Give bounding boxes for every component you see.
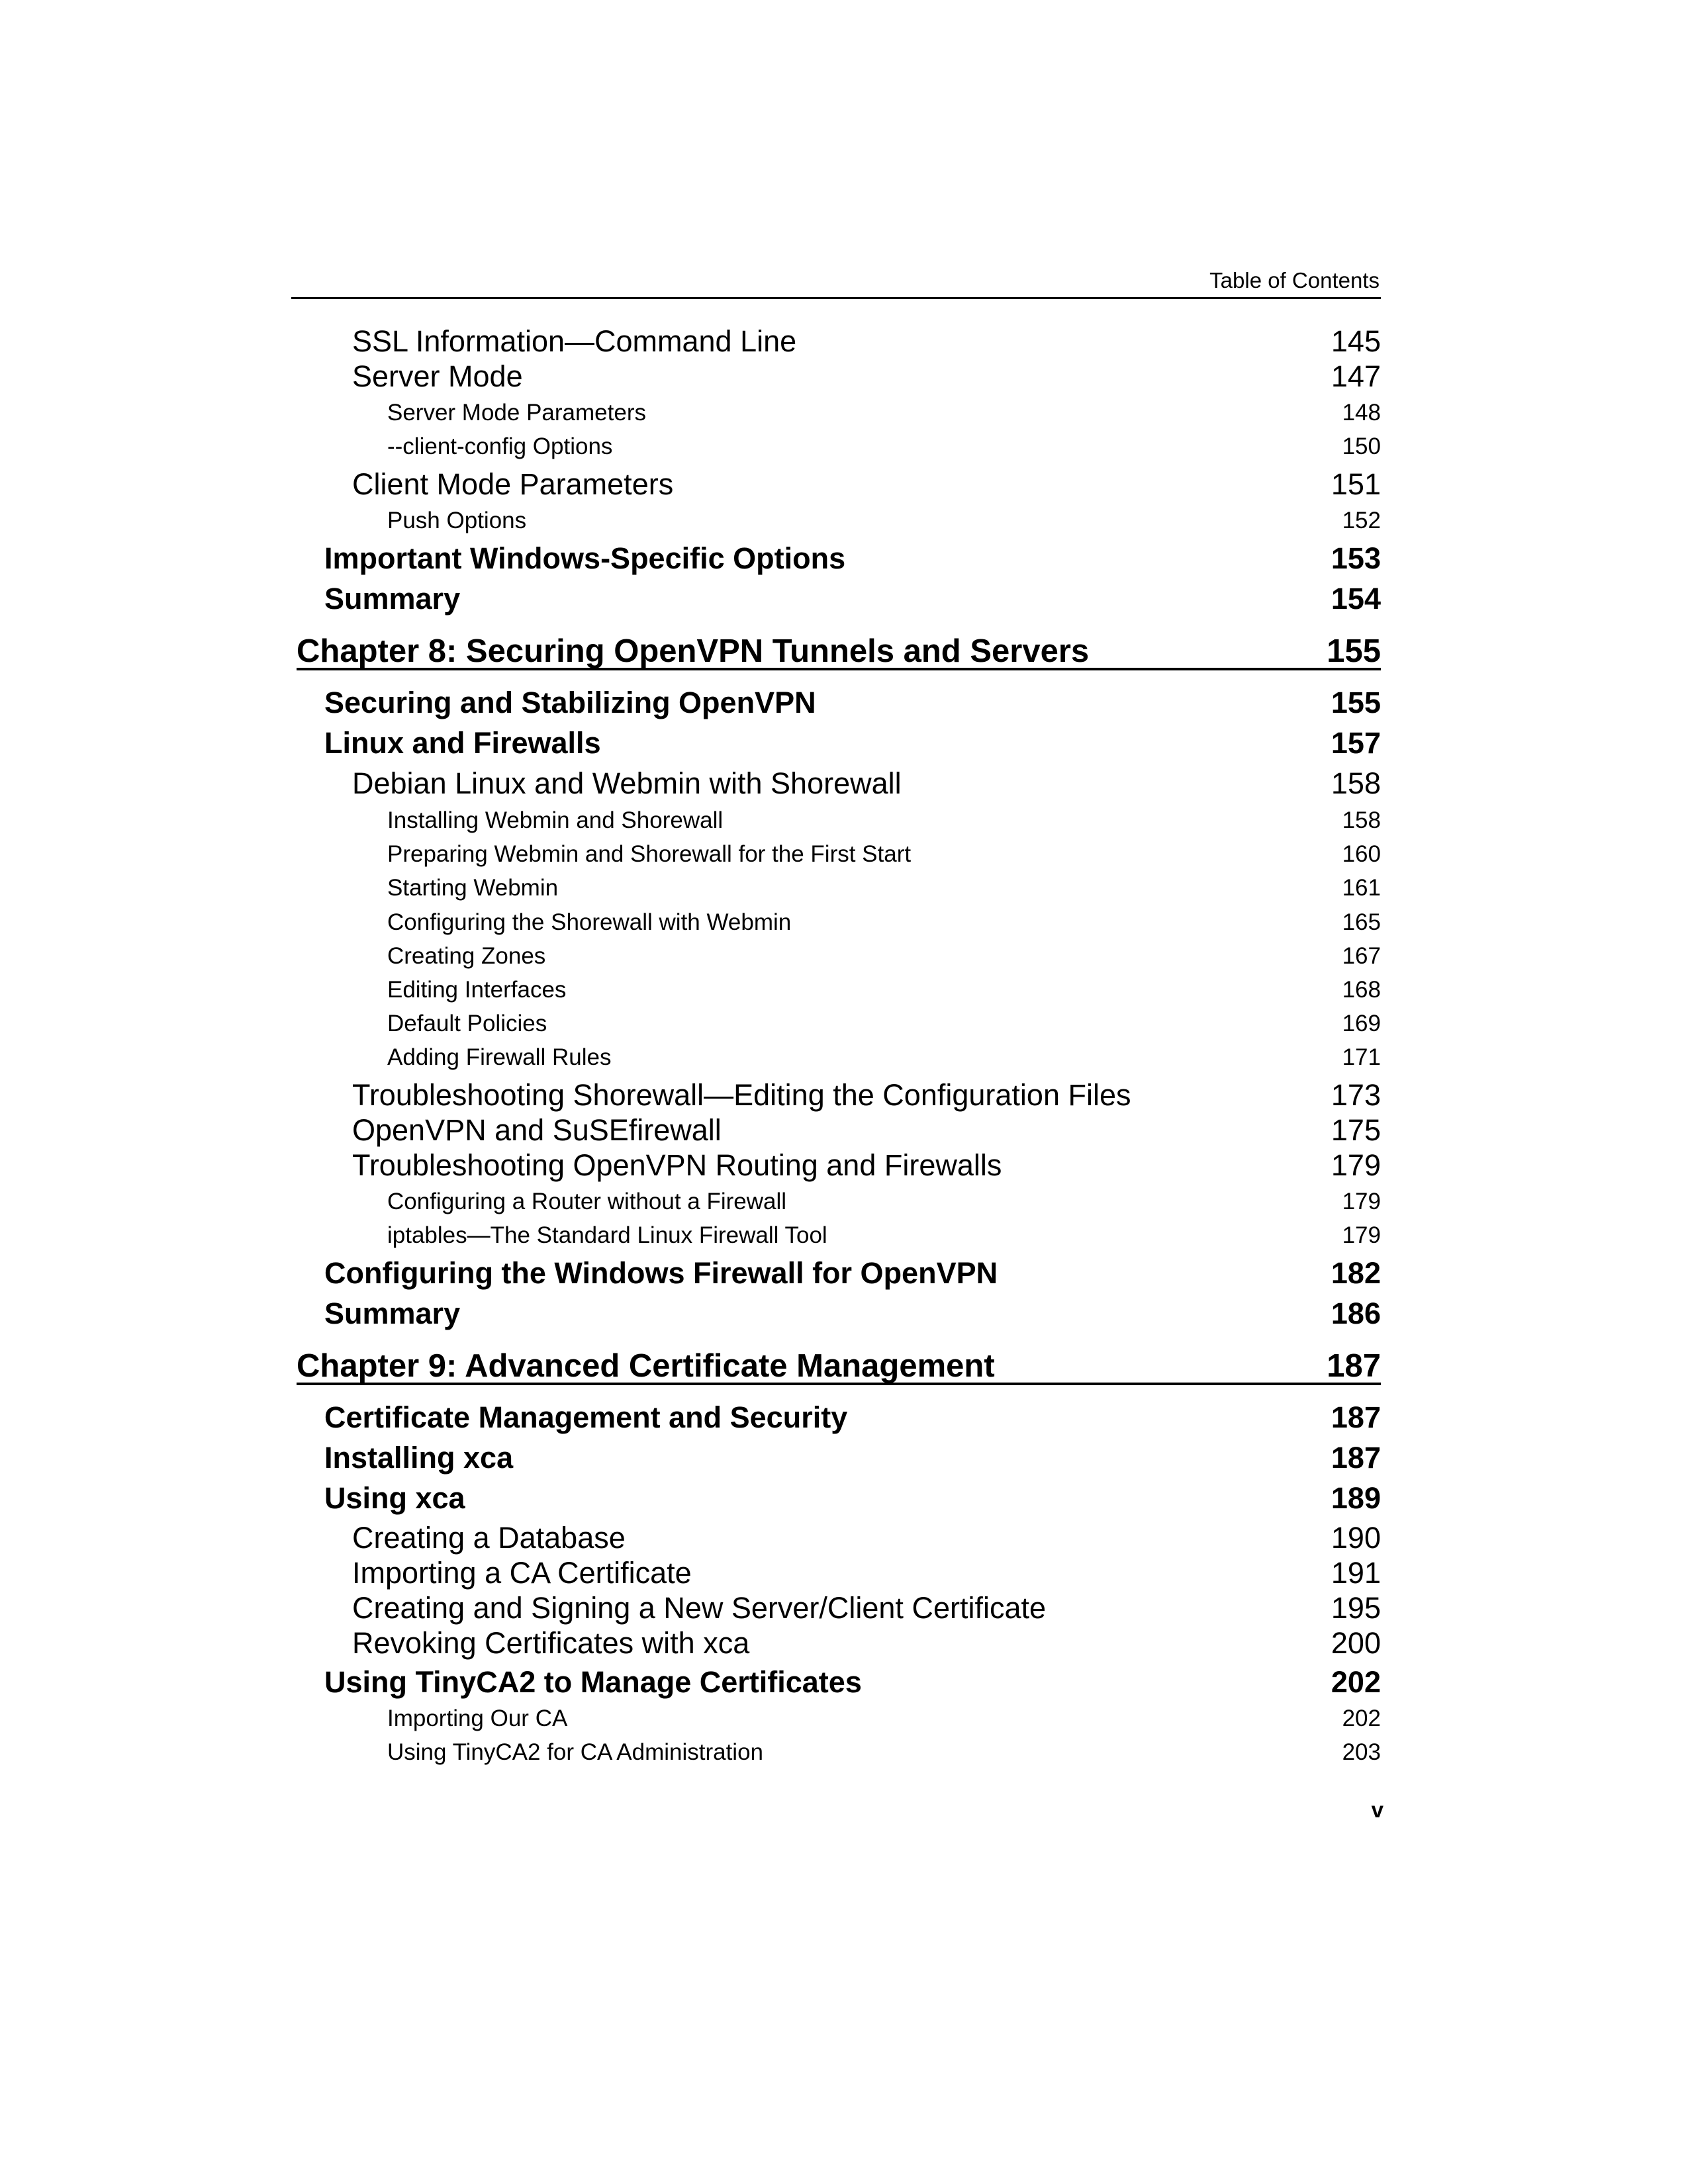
entry-page: 158: [1342, 807, 1381, 833]
entry-page: 160: [1342, 841, 1381, 867]
entry-title: iptables—The Standard Linux Firewall Tool: [387, 1222, 827, 1248]
entry-title: Default Policies: [387, 1011, 547, 1036]
entry-page: 200: [1331, 1626, 1381, 1660]
entry-title: Server Mode Parameters: [387, 400, 646, 426]
entry-page: 158: [1331, 766, 1381, 800]
entry-title: Creating a Database: [352, 1521, 626, 1555]
entry-title: Summary: [324, 1297, 461, 1330]
entry-page: 157: [1331, 726, 1381, 760]
entry-title: OpenVPN and SuSEfirewall: [352, 1113, 722, 1147]
entry-title: Server Mode: [352, 359, 523, 393]
entry-title: Linux and Firewalls: [324, 726, 601, 760]
entry-page: 187: [1331, 1441, 1381, 1475]
entry-page: 151: [1331, 467, 1381, 501]
entry-title: Configuring a Router without a Firewall: [387, 1189, 787, 1214]
entry-title: Certificate Management and Security: [324, 1400, 848, 1434]
entry-title: Push Options: [387, 508, 527, 533]
entry-title: Troubleshooting Shorewall—Editing the Configuration Files: [352, 1078, 1131, 1112]
chapter-rule: [297, 668, 1381, 670]
entry-title: Installing xca: [324, 1441, 514, 1475]
entry-page: 187: [1331, 1400, 1381, 1434]
entry-page: 154: [1331, 582, 1381, 615]
entry-page: 190: [1331, 1521, 1381, 1555]
entry-title: Using TinyCA2 for CA Administration: [387, 1739, 764, 1765]
chapter-title: Chapter 8: Securing OpenVPN Tunnels and Servers: [297, 633, 1090, 669]
entry-page: 195: [1331, 1591, 1381, 1625]
entry-title: Importing a CA Certificate: [352, 1556, 692, 1590]
entry-title: Summary: [324, 582, 461, 615]
entry-page: 173: [1331, 1078, 1381, 1112]
entry-title: Editing Interfaces: [387, 977, 567, 1003]
entry-title: Adding Firewall Rules: [387, 1044, 612, 1070]
entry-page: 171: [1342, 1044, 1381, 1070]
entry-page: 202: [1342, 1706, 1381, 1731]
entry-page: 153: [1331, 541, 1381, 575]
entry-page: 168: [1342, 977, 1381, 1003]
entry-page: 150: [1342, 433, 1381, 459]
chapter-page: 155: [1327, 633, 1381, 669]
entry-page: 167: [1342, 943, 1381, 969]
entry-page: 189: [1331, 1481, 1381, 1515]
entry-page: 186: [1331, 1297, 1381, 1330]
entry-page: 179: [1331, 1148, 1381, 1182]
entry-page: 147: [1331, 359, 1381, 393]
entry-title: Importing Our CA: [387, 1706, 568, 1731]
entry-page: 152: [1342, 508, 1381, 533]
entry-title: Client Mode Parameters: [352, 467, 674, 501]
entry-title: Troubleshooting OpenVPN Routing and Firewalls: [352, 1148, 1002, 1182]
entry-title: Revoking Certificates with xca: [352, 1626, 750, 1660]
entry-page: 182: [1331, 1256, 1381, 1290]
entry-title: Starting Webmin: [387, 875, 559, 901]
entry-title: Debian Linux and Webmin with Shorewall: [352, 766, 902, 800]
entry-title: Creating and Signing a New Server/Client Certificate: [352, 1591, 1047, 1625]
entry-page: 203: [1342, 1739, 1381, 1765]
entry-page: 179: [1342, 1189, 1381, 1214]
entry-title: Installing Webmin and Shorewall: [387, 807, 724, 833]
entry-title: Using xca: [324, 1481, 465, 1515]
entry-title: Configuring the Windows Firewall for OpenVPN: [324, 1256, 998, 1290]
entry-page: 175: [1331, 1113, 1381, 1147]
entry-page: 148: [1342, 400, 1381, 426]
entry-page: 165: [1342, 909, 1381, 935]
entry-page: 179: [1342, 1222, 1381, 1248]
chapter-rule: [297, 1383, 1381, 1385]
entry-page: 191: [1331, 1556, 1381, 1590]
entry-page: 161: [1342, 875, 1381, 901]
running-header: Table of Contents: [1209, 268, 1380, 293]
entry-page: 155: [1331, 686, 1381, 719]
entry-title: Securing and Stabilizing OpenVPN: [324, 686, 816, 719]
entry-page: 202: [1331, 1665, 1381, 1699]
entry-title: Important Windows-Specific Options: [324, 541, 846, 575]
entry-title: SSL Information—Command Line: [352, 324, 797, 358]
header-rule: [291, 297, 1381, 299]
page-folio: v: [1371, 1797, 1383, 1822]
entry-title: --client-config Options: [387, 433, 613, 459]
chapter-page: 187: [1327, 1348, 1381, 1384]
entry-title: Creating Zones: [387, 943, 546, 969]
entry-title: Preparing Webmin and Shorewall for the First Start: [387, 841, 912, 867]
entry-page: 145: [1331, 324, 1381, 358]
entry-title: Using TinyCA2 to Manage Certificates: [324, 1665, 862, 1699]
entry-page: 169: [1342, 1011, 1381, 1036]
entry-title: Configuring the Shorewall with Webmin: [387, 909, 792, 935]
chapter-title: Chapter 9: Advanced Certificate Management: [297, 1348, 995, 1384]
